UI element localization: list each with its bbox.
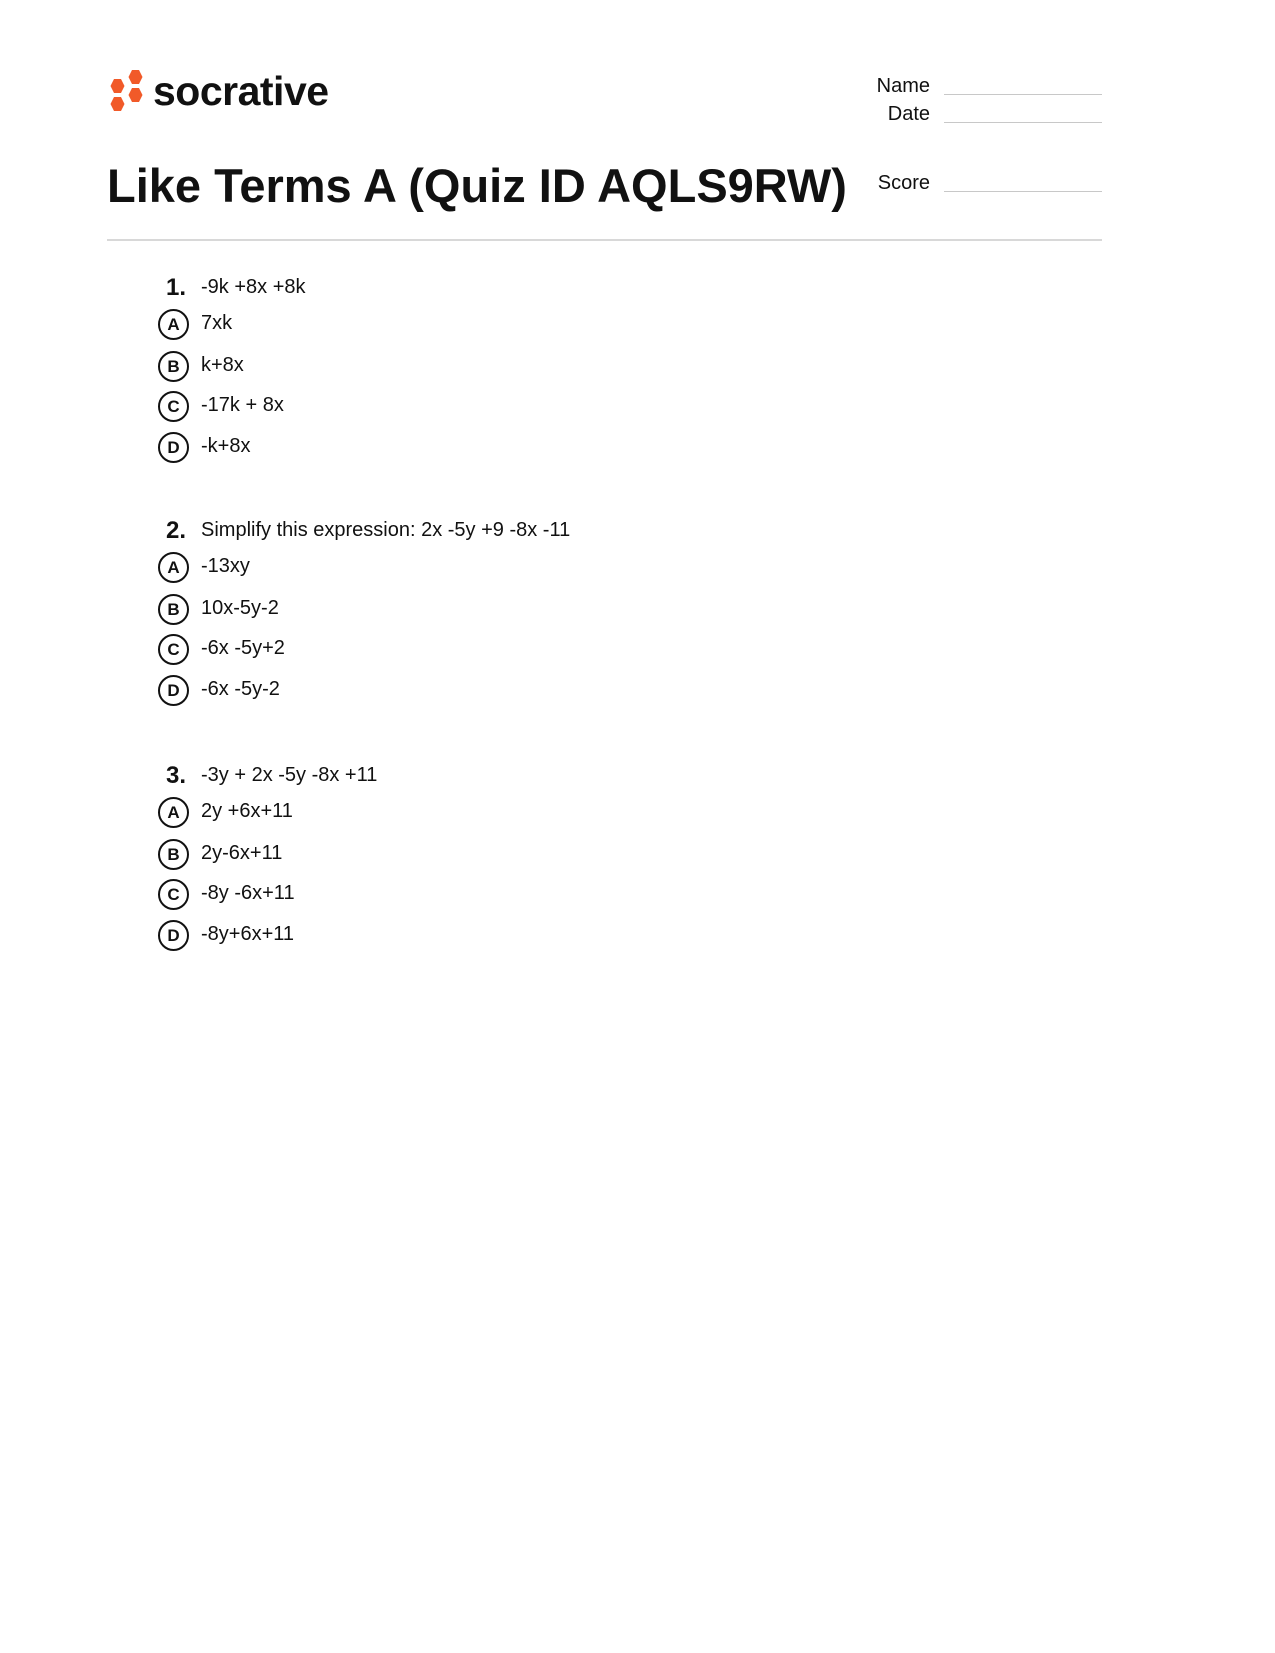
option-a-bubble[interactable]: A	[158, 309, 189, 340]
option-text: -6x -5y+2	[201, 637, 285, 659]
option-text: -8y+6x+11	[201, 923, 295, 945]
option-text: -17k + 8x	[201, 394, 284, 416]
option-text: -8y -6x+11	[201, 882, 295, 904]
option-b-bubble[interactable]: B	[158, 351, 189, 382]
option-text: k+8x	[201, 354, 244, 376]
option-text: 7xk	[201, 312, 233, 334]
option-text: -k+8x	[201, 435, 251, 457]
option-c-bubble[interactable]: C	[158, 391, 189, 422]
question-number: 3.	[165, 762, 186, 789]
name-field[interactable]	[944, 94, 1102, 95]
date-field[interactable]	[944, 122, 1102, 123]
option-a-bubble[interactable]: A	[158, 797, 189, 828]
option-text: -13xy	[201, 555, 250, 577]
socrative-logo-icon	[105, 68, 145, 118]
question-number: 1.	[165, 274, 186, 301]
question-number: 2.	[165, 517, 186, 544]
question-text: Simplify this expression: 2x -5y +9 -8x -11	[201, 519, 571, 541]
option-text: 2y-6x+11	[201, 842, 283, 864]
question-text: -3y + 2x -5y -8x +11	[201, 764, 378, 786]
brand-name: socrative	[153, 68, 329, 114]
option-c-bubble[interactable]: C	[158, 879, 189, 910]
page-title: Like Terms A (Quiz ID AQLS9RW)	[107, 159, 847, 212]
date-label: Date	[887, 103, 930, 125]
option-text: -6x -5y-2	[201, 678, 280, 700]
option-d-bubble[interactable]: D	[158, 432, 189, 463]
option-b-bubble[interactable]: B	[158, 839, 189, 870]
question-text: -9k +8x +8k	[201, 276, 306, 298]
option-text: 10x-5y-2	[201, 597, 279, 619]
name-label: Name	[876, 75, 930, 97]
divider	[107, 239, 1102, 241]
option-text: 2y +6x+11	[201, 800, 293, 822]
option-d-bubble[interactable]: D	[158, 675, 189, 706]
option-b-bubble[interactable]: B	[158, 594, 189, 625]
option-a-bubble[interactable]: A	[158, 552, 189, 583]
option-d-bubble[interactable]: D	[158, 920, 189, 951]
score-label: Score	[877, 172, 930, 194]
option-c-bubble[interactable]: C	[158, 634, 189, 665]
score-field[interactable]	[944, 191, 1102, 192]
